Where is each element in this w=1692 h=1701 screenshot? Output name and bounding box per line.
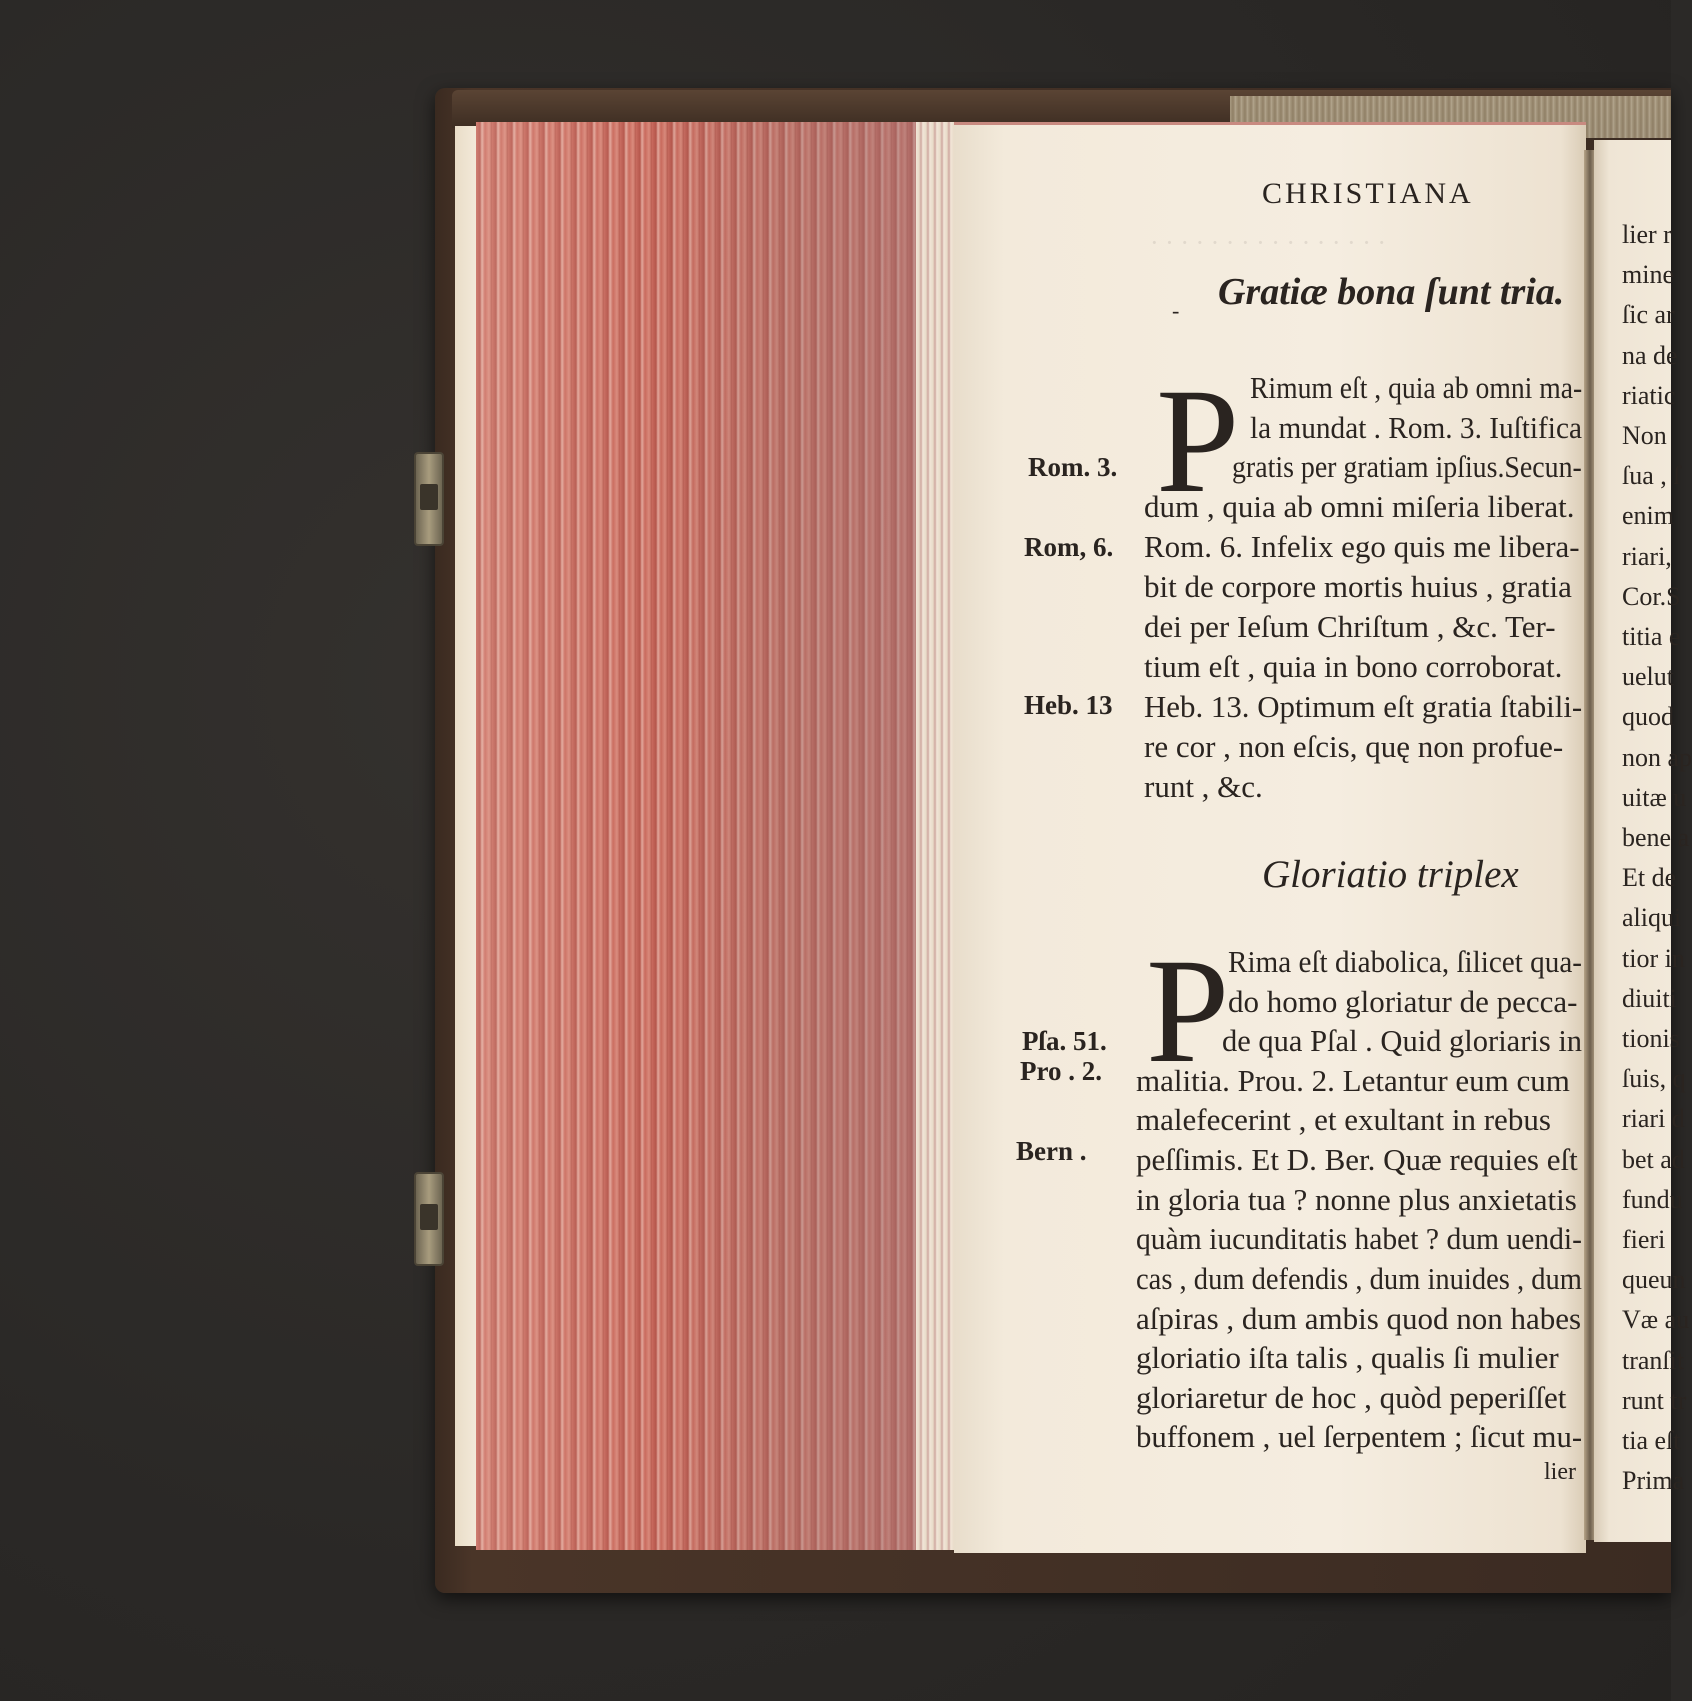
- text-line: tium eſt , quia in bono corroborat.: [1144, 649, 1563, 684]
- text-line: Rom. 6. Infelix ego quis me libera-: [1144, 529, 1580, 564]
- drop-cap: P: [1156, 358, 1240, 524]
- facing-page-line: titia e: [1622, 622, 1681, 651]
- text-line: Heb. 13. Optimum eſt gratia ſtabili-: [1144, 689, 1583, 724]
- facing-page-line: fieri: [1622, 1225, 1666, 1254]
- facing-page-line: enim: [1622, 501, 1674, 531]
- text-line: re cor , non eſcis, quę non profue-: [1144, 729, 1564, 764]
- facing-page-line: tionis: [1622, 1024, 1680, 1053]
- text-line: bit de corpore mortis huius , gratia: [1144, 569, 1572, 604]
- text-line: aſpiras , dum ambis quod non habes: [1136, 1301, 1582, 1336]
- text-line: gloriatio iſta talis , qualis ſi mulier: [1136, 1340, 1559, 1375]
- text-line: in gloria tua ? nonne plus anxietatis: [1136, 1182, 1577, 1217]
- facing-page-line: uitæ u: [1622, 782, 1687, 812]
- facing-page-line: aliqui: [1622, 903, 1682, 933]
- facing-page-line: Non: [1622, 421, 1667, 450]
- margin-note: Pro . 2.: [1020, 1056, 1102, 1086]
- facing-page-line: quod: [1622, 702, 1674, 732]
- text-line: Rimum eſt , quia ab omni ma-: [1250, 370, 1583, 405]
- text-line: gloriaretur de hoc , quòd peperiſſet: [1136, 1380, 1567, 1415]
- facing-page-line: diuiti: [1622, 983, 1677, 1013]
- facing-page-line: uelut: [1622, 662, 1674, 692]
- facing-page-line: tia eſt: [1622, 1426, 1681, 1455]
- text-line: dei per Ieſum Chriſtum , &c. Ter-: [1144, 609, 1556, 644]
- facing-page-line: ſuis, q: [1622, 1064, 1686, 1094]
- text-line: malefecerint , et exultant in rebus: [1136, 1102, 1551, 1137]
- section-heading-gloriatio: Gloriatio triplex: [1262, 853, 1519, 896]
- margin-note: Pſa. 51.: [1022, 1026, 1107, 1056]
- facing-page-line: ſua , ſ: [1622, 461, 1681, 491]
- facing-page-line: Et de: [1622, 863, 1677, 893]
- red-page-edges: [476, 122, 916, 1550]
- catchword: lier: [1544, 1459, 1576, 1485]
- margin-note: Bern .: [1016, 1136, 1087, 1166]
- text-line: Rima eſt diabolica, ſilicet qua-: [1228, 944, 1582, 979]
- text-line: buffonem , uel ſerpentem ; ſicut mu-: [1136, 1419, 1583, 1454]
- facing-page-line: ſic ar: [1622, 300, 1675, 330]
- clasp-upper-icon: [414, 452, 444, 546]
- facing-page-line: Prima: [1622, 1466, 1685, 1496]
- facing-page-line: lier r: [1622, 220, 1672, 249]
- facing-page-line: fundu: [1622, 1184, 1683, 1214]
- facing-page-line: non ap: [1622, 742, 1692, 772]
- show-through-text: · · · · · · · · · · · · · · · ·: [1150, 228, 1387, 257]
- text-line: de qua Pſal . Quid gloriaris in: [1222, 1023, 1583, 1058]
- text-line: la mundat . Rom. 3. Iuſtifica: [1250, 410, 1582, 445]
- facing-page-line: Cor.S: [1622, 581, 1681, 611]
- drop-cap: P: [1146, 928, 1230, 1094]
- text-line: runt , &c.: [1144, 769, 1263, 804]
- facing-page-line: na de: [1622, 340, 1678, 370]
- margin-note: Rom, 6.: [1024, 532, 1114, 562]
- facing-page-line: riari d: [1622, 1104, 1685, 1134]
- margin-note: Heb. 13: [1024, 690, 1113, 720]
- facing-page-line: tior in: [1622, 943, 1685, 973]
- text-line: malitia. Prou. 2. Letantur eum cum: [1136, 1063, 1570, 1098]
- text-line: dum , quia ab omni miſeria liberat.: [1144, 489, 1575, 524]
- text-line: quàm iucunditatis habet ? dum uendi-: [1136, 1221, 1582, 1256]
- facing-page-line: tranſit: [1622, 1345, 1685, 1375]
- running-head: CHRISTIANA: [1262, 177, 1474, 210]
- book-page: [954, 122, 1586, 1553]
- facing-page-line: riari,: [1622, 541, 1672, 571]
- margin-note: Rom. 3.: [1028, 452, 1118, 482]
- clasp-lower-icon: [414, 1172, 444, 1266]
- text-line: gratis per gratiam ipſius.Secun-: [1232, 449, 1582, 484]
- heading-dash: -: [1172, 298, 1180, 323]
- page-stack-edge: [916, 122, 956, 1550]
- facing-page-line: riatic: [1622, 380, 1676, 410]
- facing-page-line: runt tr: [1622, 1385, 1687, 1415]
- facing-page-line: Væ au: [1622, 1305, 1690, 1335]
- facing-page-line: bene a: [1622, 823, 1690, 852]
- section-heading-gratiae: Gratiæ bona ſunt tria.: [1218, 271, 1565, 313]
- facing-page-line: bet ad: [1622, 1144, 1685, 1174]
- facing-page-line: mine: [1622, 260, 1674, 290]
- text-line: do homo gloriatur de pecca-: [1228, 984, 1578, 1019]
- text-line: cas , dum defendis , dum inuides , dum: [1136, 1261, 1582, 1296]
- text-line: peſſimis. Et D. Ber. Quæ requies eſt: [1136, 1142, 1578, 1177]
- facing-page-line: queun: [1622, 1265, 1686, 1295]
